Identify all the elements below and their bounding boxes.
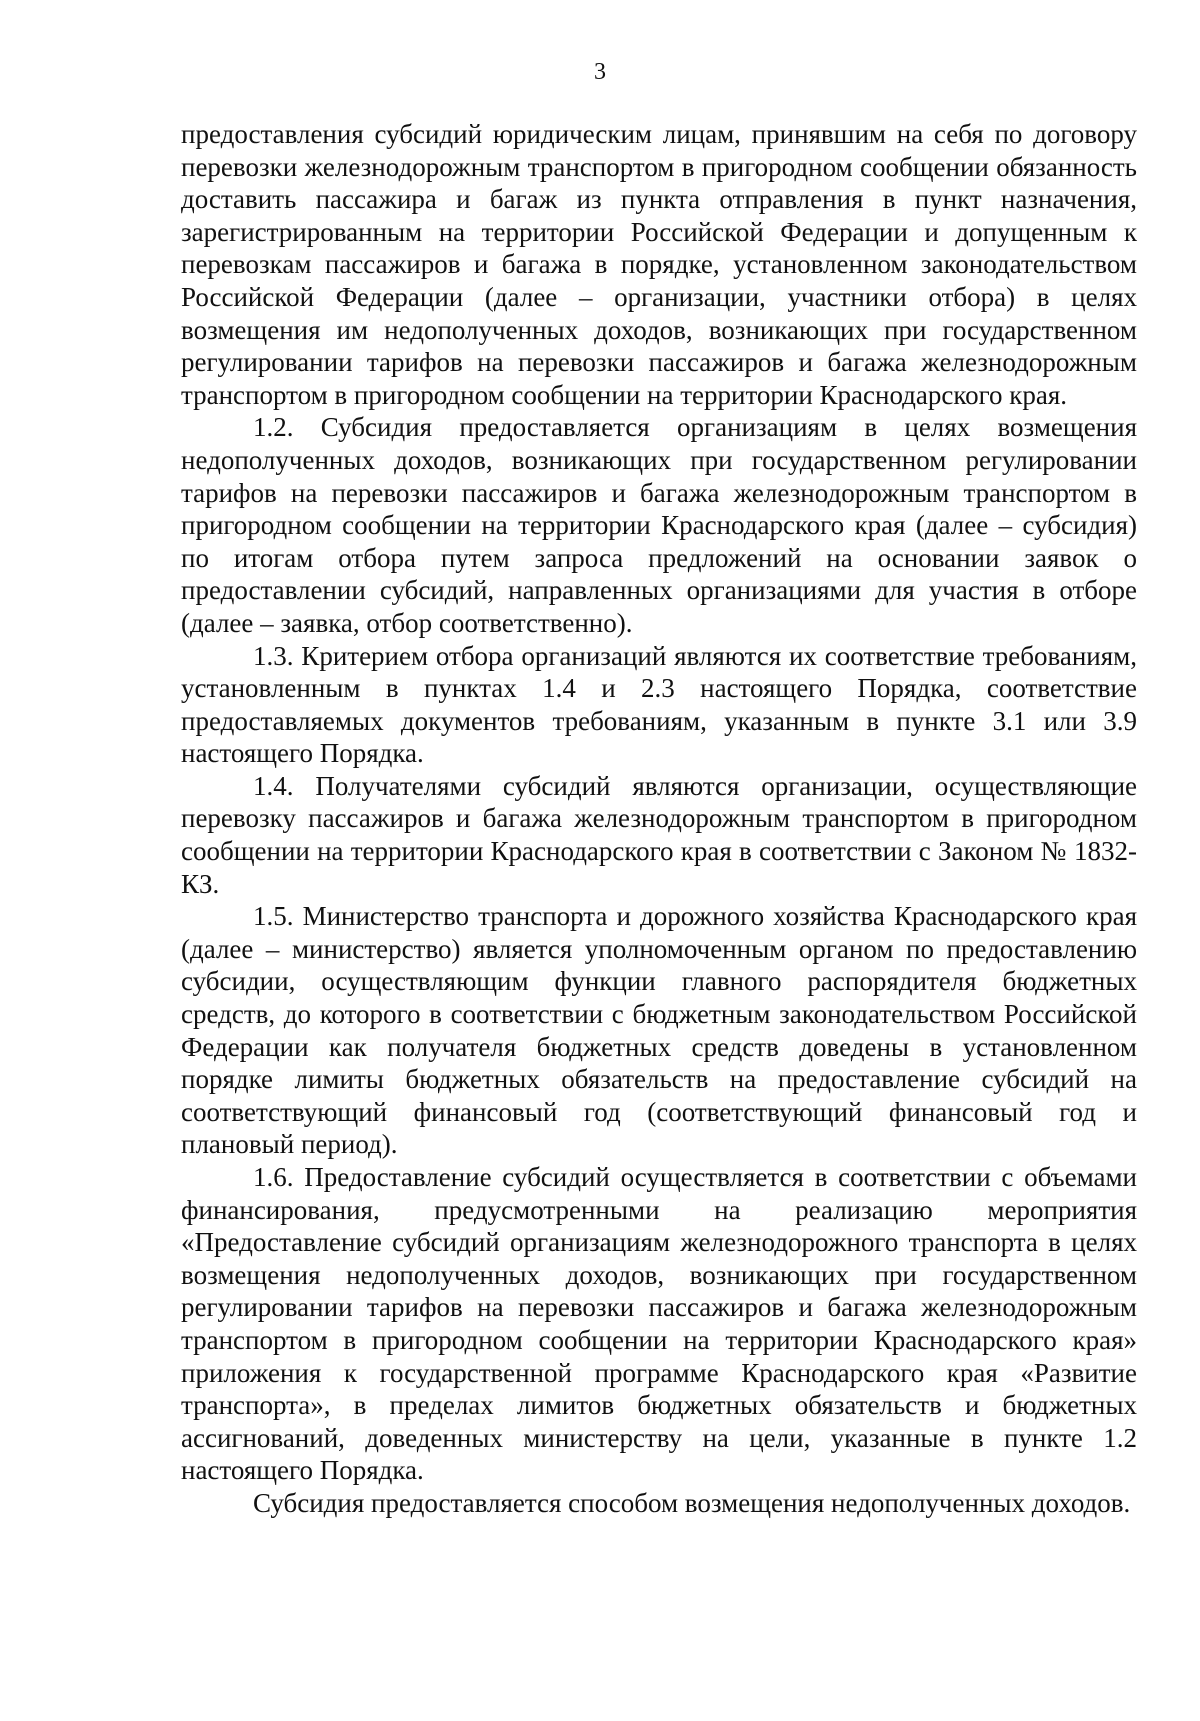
- paragraph-1-4: 1.4. Получателями субсидий являются организации, осуществляющие перевозку пассажиров и багажа железнодорожным транспортом в пригородном сообщении на территории Краснодарского края в соответствии с Законом № 1832-КЗ.: [181, 770, 1137, 899]
- paragraph-subsidy-method: Субсидия предоставляется способом возмещения недополученных доходов.: [253, 1487, 1131, 1518]
- paragraph-1-6: 1.6. Предоставление субсидий осуществляется в соответствии с объемами финансирования, предусмотренными на реализацию мероприятия «Предоставление субсидий организациям железнодорожного транспорта в целях возмещения недополученных доходов, возникающих при государственном регулировании тарифов на перевозки пассажиров и багажа железнодорожным транспортом в пригородном сообщении на территории Краснодарского края» приложения к государственной программе Краснодарского края «Развитие транспорта», в пределах лимитов бюджетных обязательств и бюджетных ассигнований, доведенных министерству на цели, указанные в пункте 1.2 настоящего Порядка.: [181, 1162, 1137, 1486]
- paragraph-continuation: предоставления субсидий юридическим лицам, принявшим на себя по договору перевозки железнодорожным транспортом в пригородном сообщении обязанность доставить пассажира и багаж из пункта отправления в пункт назначения, зарегистрированным на территории Российской Федерации и допущенным к перевозкам пассажиров и багажа в порядке, установленном законодательством Российской Федерации (далее – организации, участники отбора) в целях возмещения им недополученных доходов, возникающих при государственном регулировании тарифов на перевозки пассажиров и багажа железнодорожным транспортом в пригородном сообщении на территории Краснодарского края.: [181, 119, 1137, 410]
- page-number: 3: [594, 59, 606, 85]
- paragraph-1-2: 1.2. Субсидия предоставляется организациям в целях возмещения недополученных доходов, возникающих при государственном регулировании тарифов на перевозки пассажиров и багажа железнодорожным транспортом в пригородном сообщении на территории Краснодарского края (далее – субсидия) по итогам отбора путем запроса предложений на основании заявок о предоставлении субсидий, направленных организациями для участия в отборе (далее – заявка, отбор соответственно).: [181, 412, 1137, 638]
- document-body: [181, 118, 1137, 1520]
- paragraph-1-5: 1.5. Министерство транспорта и дорожного хозяйства Краснодарского края (далее – министерство) является уполномоченным органом по предоставлению субсидии, осуществляющим функции главного распорядителя бюджетных средств, до которого в соответствии с бюджетным законодательством Российской Федерации как получателя бюджетных средств доведены в установленном порядке лимиты бюджетных обязательств на предоставление субсидий на соответствующий финансовый год (соответствующий финансовый год и плановый период).: [181, 901, 1137, 1160]
- paragraph-1-3: 1.3. Критерием отбора организаций являются их соответствие требованиям, установленным в пунктах 1.4 и 2.3 настоящего Порядка, соответствие предоставляемых документов требованиям, указанным в пункте 3.1 или 3.9 настоящего Порядка.: [181, 640, 1137, 769]
